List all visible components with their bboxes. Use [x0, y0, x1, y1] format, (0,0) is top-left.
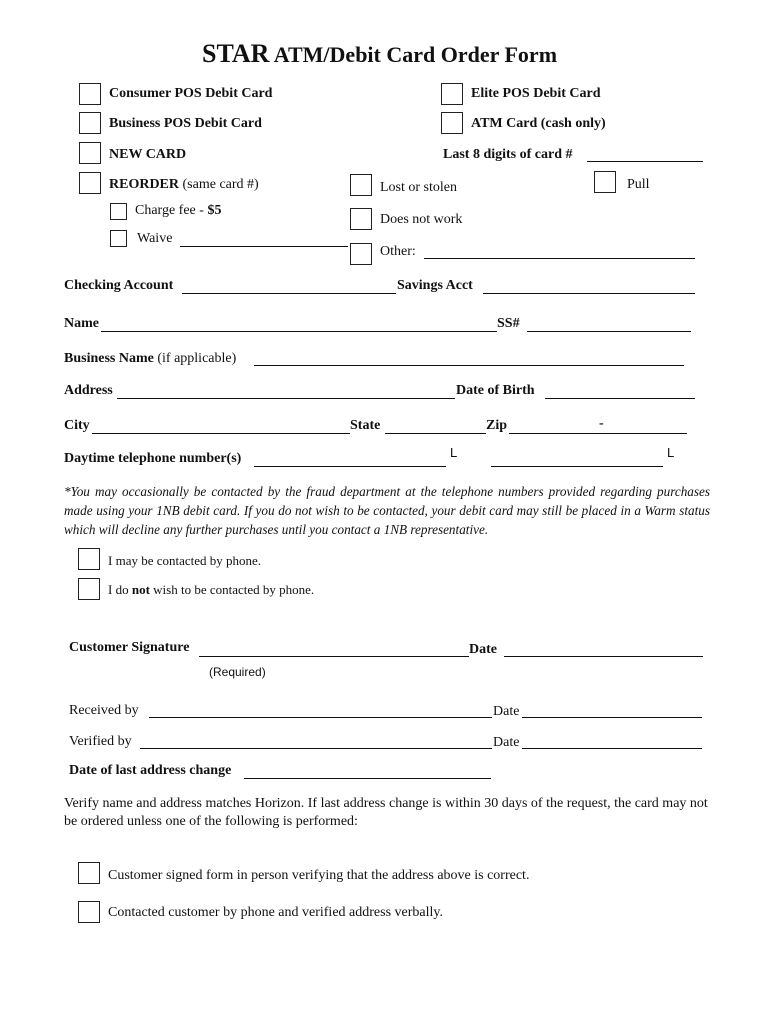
verified-by-label: Verified by [69, 734, 132, 749]
checking-field[interactable] [182, 293, 396, 294]
city-label: City [64, 418, 90, 433]
zip-dash: - [599, 416, 604, 431]
charge-fee-checkbox[interactable] [110, 203, 127, 220]
last-address-change-label: Date of last address change [69, 763, 232, 778]
business-name-label [64, 351, 236, 367]
required-note: (Required) [209, 665, 266, 679]
lost-stolen-checkbox[interactable] [350, 174, 372, 196]
state-field[interactable] [385, 433, 486, 434]
savings-field[interactable] [483, 293, 695, 294]
business-pos-checkbox[interactable] [79, 112, 101, 134]
consumer-pos-label: Consumer POS Debit Card [109, 86, 273, 101]
verified-by-field[interactable] [140, 748, 492, 749]
savings-label: Savings Acct [397, 278, 473, 293]
pull-checkbox[interactable] [594, 171, 616, 193]
by-phone-checkbox[interactable] [78, 901, 100, 923]
charge-fee-label [135, 203, 221, 219]
pull-label: Pull [627, 177, 650, 192]
dob-field[interactable] [545, 398, 695, 399]
zip-field[interactable] [509, 433, 687, 434]
no-contact-post: wish to be contacted by phone. [153, 582, 315, 597]
name-label: Name [64, 316, 99, 331]
last8-label: Last 8 digits of card # [443, 147, 573, 162]
verified-date-label: Date [493, 735, 520, 750]
no-contact-checkbox[interactable] [78, 578, 100, 600]
verify-instructions: Verify name and address matches Horizon. If last address change is within 30 days of the request, the card may not be ordered unless one of the following is performed: [64, 796, 708, 829]
ss-label: SS# [497, 316, 520, 331]
new-card-label: NEW CARD [109, 147, 187, 162]
reorder-label [109, 177, 259, 193]
charge-fee-amount: $5 [207, 203, 222, 218]
business-name-hint: (if applicable) [157, 351, 237, 366]
reorder-detail: (same card #) [182, 177, 259, 192]
phone-mark-1: L [450, 445, 458, 460]
reorder-checkbox[interactable] [79, 172, 101, 194]
other-field[interactable] [424, 258, 695, 259]
in-person-checkbox[interactable] [78, 862, 100, 884]
title-text: ATM/Debit Card Order Form [273, 42, 558, 67]
reorder-title: REORDER [109, 177, 180, 192]
business-name-field[interactable] [254, 365, 684, 366]
phone-mark-2: L [667, 445, 675, 460]
waive-label: Waive [137, 231, 173, 246]
phone-field-2[interactable] [491, 466, 663, 467]
signature-date-field[interactable] [504, 656, 703, 657]
last8-field[interactable] [587, 161, 703, 162]
atm-card-checkbox[interactable] [441, 112, 463, 134]
page-title [202, 39, 557, 69]
may-contact-label: I may be contacted by phone. [108, 553, 262, 568]
fraud-notice: *You may occasionally be contacted by the fraud department at the telephone numbers provided regarding purchases made using your 1NB debit card. If you do not wish to be contacted, your debit card may still be placed in a Warm status which will decline any further purchases until you contact a 1NB representative. [64, 484, 710, 537]
checking-label: Checking Account [64, 278, 174, 293]
elite-pos-label: Elite POS Debit Card [471, 86, 601, 101]
waive-field[interactable] [180, 246, 348, 247]
signature-date-label: Date [469, 642, 497, 657]
verified-date-field[interactable] [522, 748, 702, 749]
does-not-work-label: Does not work [380, 212, 463, 227]
customer-signature-field[interactable] [199, 656, 469, 657]
ss-field[interactable] [527, 331, 691, 332]
phone-field-1[interactable] [254, 466, 446, 467]
title-star: STAR [202, 39, 270, 68]
new-card-checkbox[interactable] [79, 142, 101, 164]
address-label: Address [64, 383, 113, 398]
no-contact-bold: not [131, 582, 150, 597]
received-by-label: Received by [69, 703, 139, 718]
consumer-pos-checkbox[interactable] [79, 83, 101, 105]
address-field[interactable] [117, 398, 455, 399]
dob-label: Date of Birth [456, 383, 535, 398]
customer-signature-label: Customer Signature [69, 640, 190, 655]
lost-stolen-label: Lost or stolen [380, 180, 457, 195]
waive-checkbox[interactable] [110, 230, 127, 247]
state-label: State [350, 418, 381, 433]
last-address-change-field[interactable] [244, 778, 491, 779]
received-date-field[interactable] [522, 717, 702, 718]
charge-fee-text: Charge fee - [135, 203, 204, 218]
by-phone-label: Contacted customer by phone and verified address verbally. [108, 905, 443, 920]
business-pos-label: Business POS Debit Card [109, 116, 262, 131]
city-field[interactable] [92, 433, 350, 434]
phone-label: Daytime telephone number(s) [64, 451, 242, 466]
other-label: Other: [380, 244, 416, 259]
elite-pos-checkbox[interactable] [441, 83, 463, 105]
no-contact-pre: I do [108, 582, 129, 597]
zip-label: Zip [486, 418, 508, 433]
received-by-field[interactable] [149, 717, 492, 718]
received-date-label: Date [493, 704, 520, 719]
in-person-label: Customer signed form in person verifying that the address above is correct. [108, 868, 530, 883]
may-contact-checkbox[interactable] [78, 548, 100, 570]
other-checkbox[interactable] [350, 243, 372, 265]
no-contact-label [108, 582, 314, 598]
does-not-work-checkbox[interactable] [350, 208, 372, 230]
atm-card-label: ATM Card (cash only) [471, 116, 606, 131]
name-field[interactable] [101, 331, 497, 332]
business-name-title: Business Name [64, 351, 154, 366]
